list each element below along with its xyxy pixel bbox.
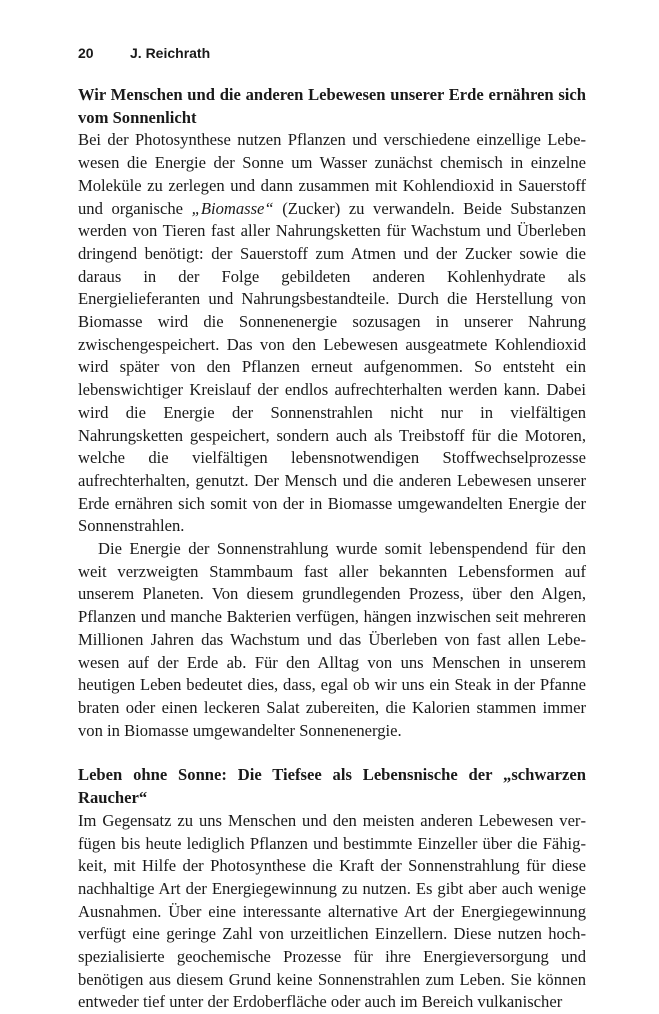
section-spacer [78,742,586,764]
book-page [78,44,586,1014]
section-heading-sunlight: Wir Menschen und die anderen Lebewesen unserer Erde ernähren sich vom Sonnenlicht [78,85,586,127]
paragraph-text: (Zucker) zu verwandeln. Beide Substanzen werden von Tieren fast aller Nahrungsketten für Wachstum und Überleben dringend benötigt: der Sauerstoff zum Atmen und der Zucker sowie die daraus in der Folge gebildeten anderen Kohlenhydrate als Energielieferanten und Nahrungsbestandteile. Durch die Herstellung von Biomasse wird die Sonnenenergie sozusagen in unserer Nahrung zwischengespeichert. Das von den Lebewesen ausgeatmete Kohlendioxid wird später von den Pflanzen erneut aufgenommen. So entsteht ein lebenswichtiger Kreislauf der endlos aufrechterhalten werden kann. Dabei wird die Energie der Sonnenstrahlen nicht nur in vielfältigen Nahrungsketten gespeichert, sondern auch als Treibstoff für die Motoren, welche die vielfältigen lebensnotwendigen Stoffwechselprozesse aufrechterhalten, genutzt. Der Mensch und die anderen Lebewesen unserer Erde ernähren sich somit von der in Biomasse umgewandelten Energie der Sonnenstrahlen. [78,198,586,536]
paragraph-alternative-energy: Im Gegensatz zu uns Menschen und den meisten anderen Lebewesen verfügen bis heute lediglich Pflanzen und bestimmte Einzeller über die Fähigkeit, mit Hilfe der Photosynthese die Kraft der Sonnenstrahlung für diese nachhaltige Art der Energiegewinnung zu nutzen. Es gibt aber auch wenige Ausnahmen. Über eine interessante alternative Art der Energiegewinnung verfügt eine geringe Zahl von urzeitlichen Einzellern. Diese nutzen hochspezialisierte geochemische Prozesse für ihre Energieversorgung und benötigen aus diesem Grund keine Sonnenstrahlen zum Leben. Sie können entweder tief unter der Erdoberfläche oder auch im Bereich vulkanischer [78,810,586,1012]
running-header [78,44,586,62]
paragraph-text: Bei der Photosynthese nutzen Pflanzen und verschiedene einzellige Lebewesen die Energie der Sonne um Wasser zunächst chemisch in einzelne Moleküle zu zerlegen und dann zusammen mit Kohlendioxid in Sauerstoff und organische [78,130,586,218]
section-deep-sea [78,764,586,1014]
section-sunlight [78,84,586,742]
paragraph-solar-energy: Die Energie der Sonnenstrahlung wurde somit lebenspendend für den weit verzweigten Stammbaum fast aller bekannten Lebensformen auf unserem Planeten. Von diesem grundlegenden Prozess, über den Algen, Pflanzen und manche Bakterien verfügen, hängen inzwischen seit mehreren Millionen Jahren das Wachstum und das Überleben von fast allen Lebewesen auf der Erde ab. Für den Alltag von uns Menschen in unserem heutigen Leben bedeutet dies, dass, egal ob wir uns ein Steak in der Pfanne braten oder einen leckeren Salat zubereiten, die Kalorien stammen immer von in Biomasse umgewandelter Sonnenenergie. [78,539,586,740]
section-heading-deep-sea: Leben ohne Sonne: Die Tiefsee als Lebensnische der „schwarzen Raucher“ [78,765,586,808]
page-number: 20 [78,45,94,61]
paragraph-photosynthesis [78,129,586,538]
emphasis-biomasse: „Biomasse“ [191,198,274,218]
author-name: J. Reichrath [130,45,211,61]
